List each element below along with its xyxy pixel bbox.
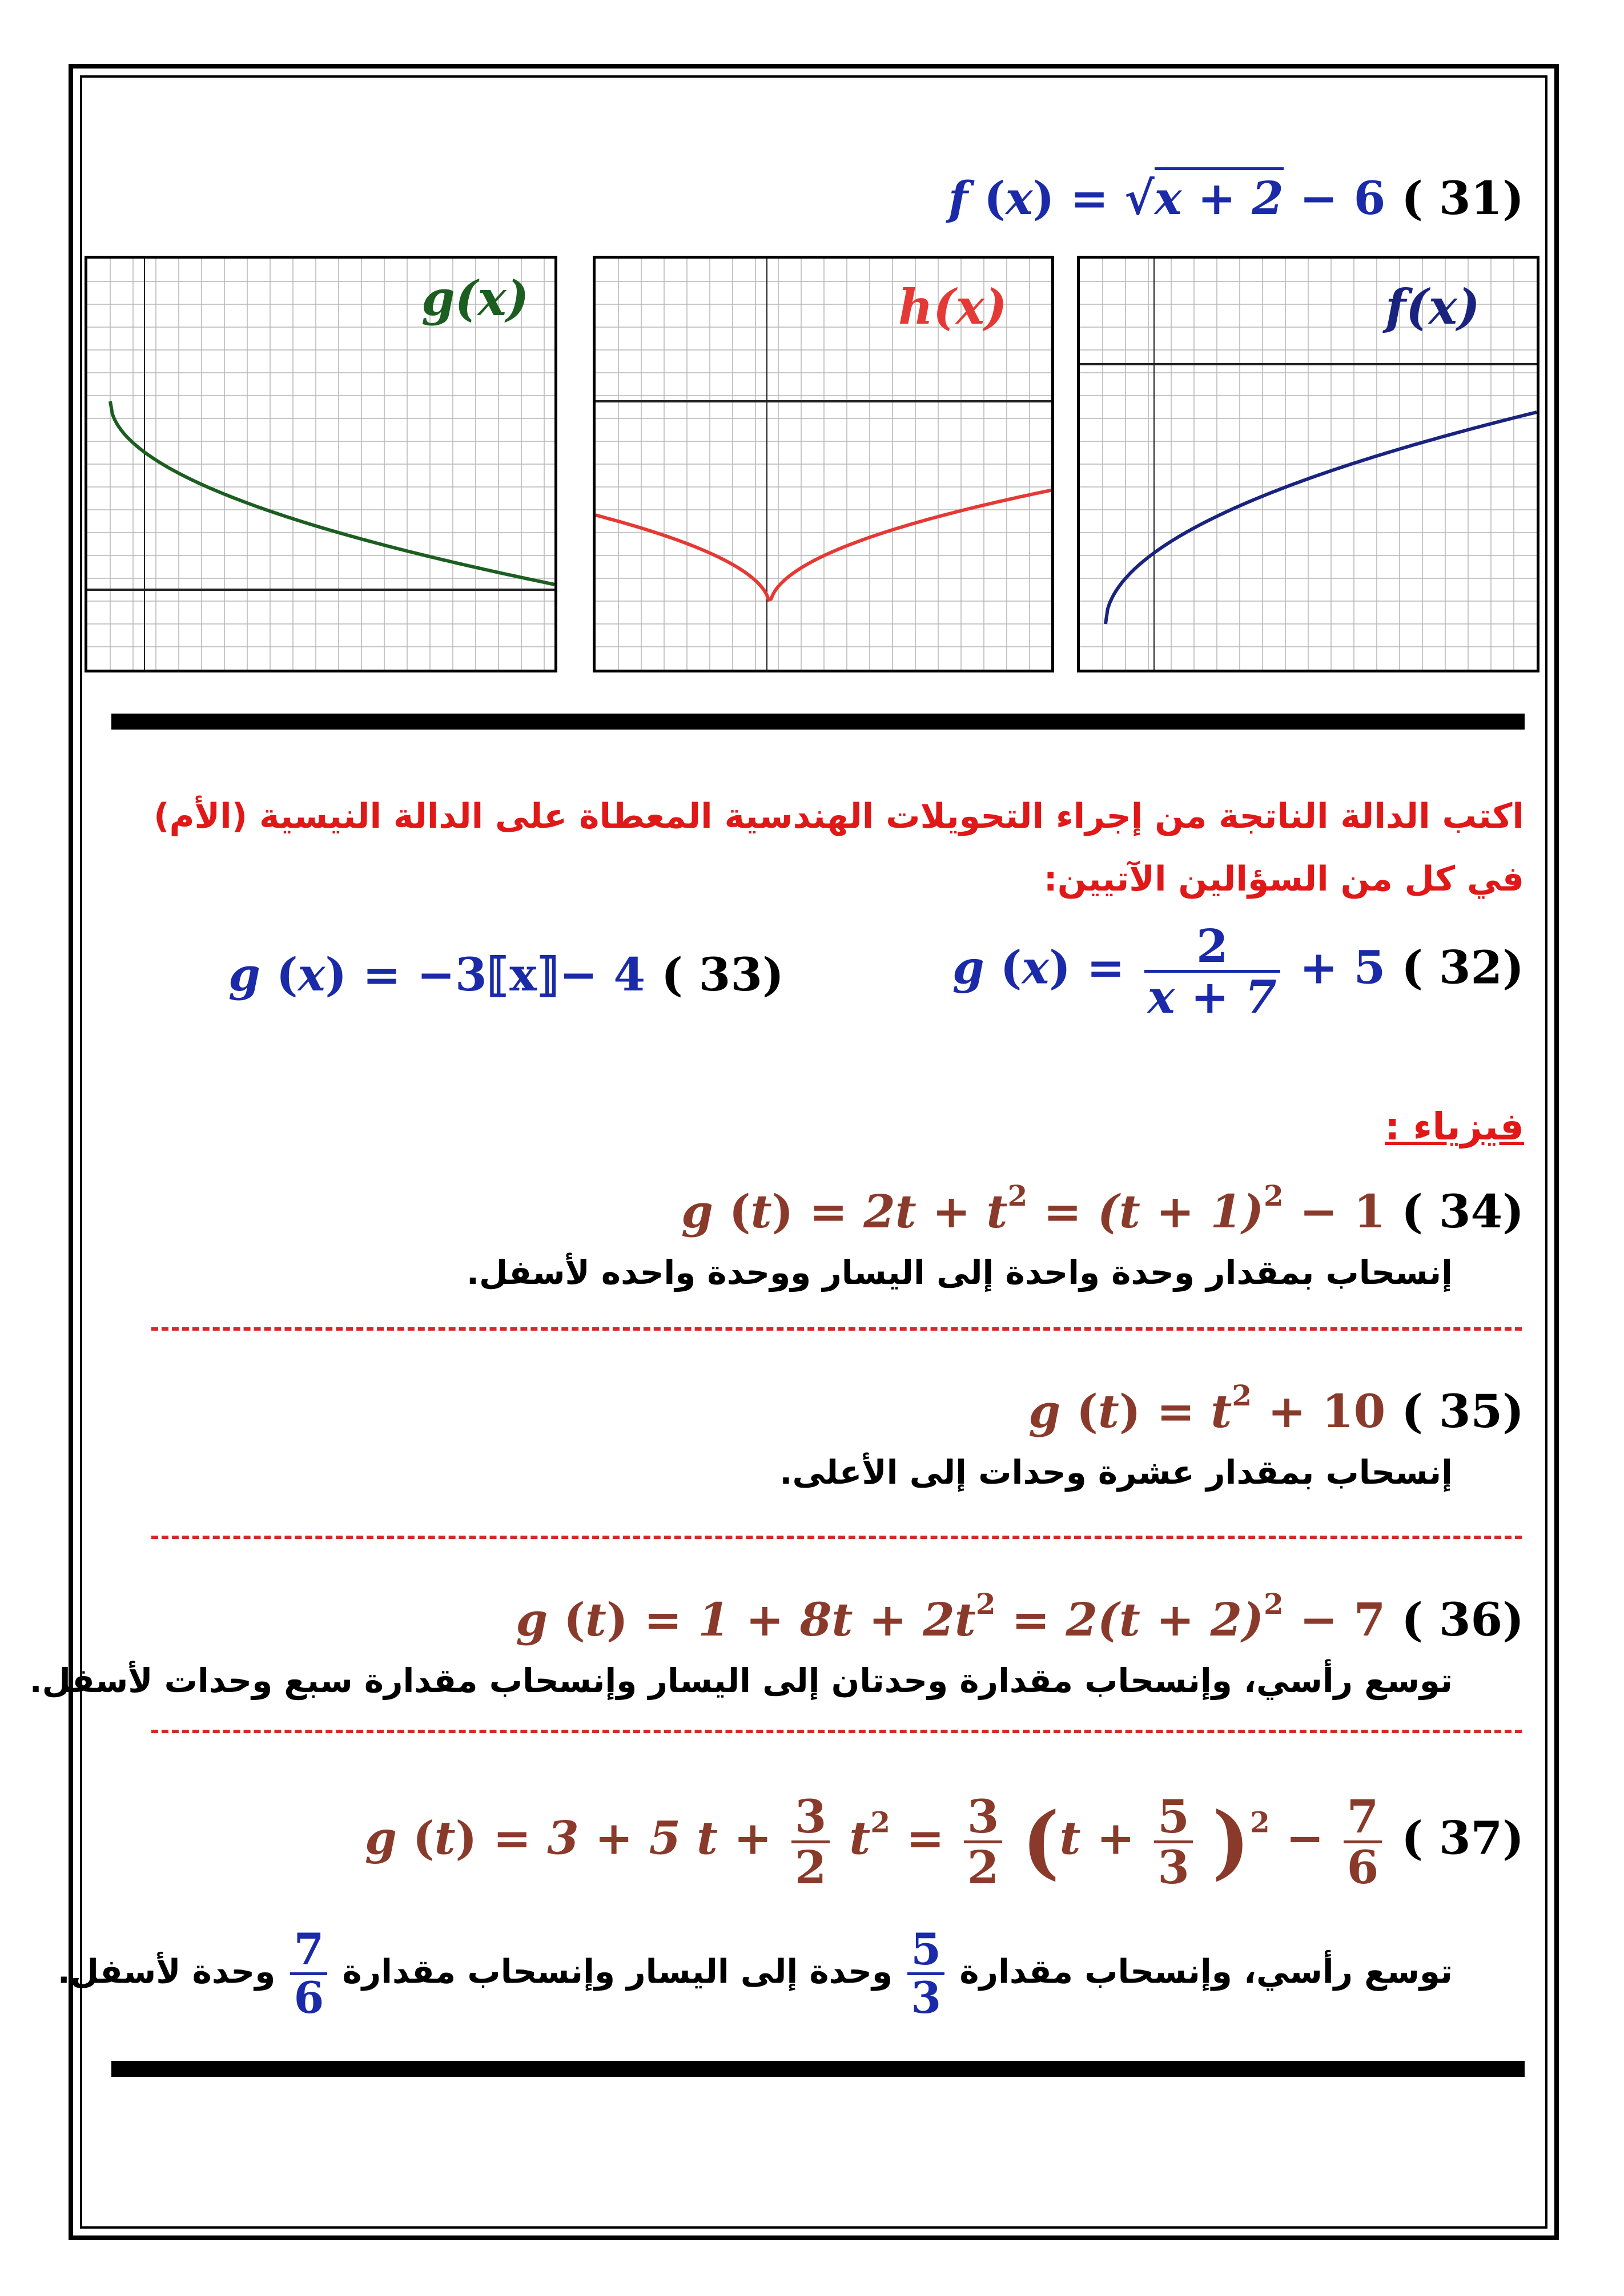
q31-equation: f (x) = √x + 2 − 6 ( 31): [948, 171, 1524, 225]
q37-answer: [57, 1924, 1453, 2023]
graph-g-curve: [110, 401, 554, 585]
instruction-line-2: في كل من السؤالين الآتيين:: [1043, 859, 1524, 899]
q37-answer-part-a: توسع رأسي، وإنسحاب مقدارة: [959, 1952, 1453, 1991]
divider-rule-bottom: [111, 2061, 1525, 2077]
q33-equals: =: [363, 948, 401, 1001]
q33-rhs: −3⟦x⟧− 4: [416, 948, 646, 1001]
q37-answer-part-c: وحدة لأسفل.: [57, 1952, 276, 1991]
dashed-separator-1: [151, 1327, 1522, 1331]
q33-equation: g (x) = −3⟦x⟧− 4 ( 33): [228, 948, 784, 1001]
q35-answer: إنسحاب بمقدار عشرة وحدات إلى الأعلى.: [779, 1453, 1453, 1492]
q37-number: ( 37): [1401, 1811, 1524, 1865]
graph-f: [1077, 256, 1539, 672]
q32-equals: =: [1086, 940, 1125, 994]
q31-radicand: x + 2: [1155, 167, 1284, 225]
q31-arg: x: [1005, 171, 1033, 225]
q35-func: g: [1028, 1384, 1061, 1438]
q32-arg: x: [1022, 940, 1050, 994]
q34-number: ( 34): [1401, 1185, 1524, 1238]
q31-tail: − 6: [1299, 171, 1386, 225]
q34-answer: إنسحاب بمقدار وحدة واحدة إلى اليسار ووحدة واحده لأسفل.: [466, 1253, 1453, 1292]
q35-equation: g $(t) = t^2 + 10$ ( 35): [1028, 1379, 1524, 1438]
q32-fraction: $\frac{2}{x + 7}$: [1144, 922, 1280, 1021]
q32-tail: + 5: [1299, 940, 1386, 994]
q37-answer-frac-2: $\frac{7}{6}$: [290, 1927, 327, 2021]
graph-g-label: g(x): [421, 270, 529, 327]
q33-func: g: [228, 948, 260, 1001]
q31-func: f: [948, 171, 968, 225]
graph-h-label: h(x): [898, 279, 1007, 335]
q32-number: ( 32): [1401, 940, 1524, 994]
q37-answer-part-b: وحدة إلى اليسار وإنسحاب مقدارة: [342, 1952, 893, 1991]
instruction-line-1: اكتب الدالة الناتجة من إجراء التحويلات الهندسية المعطاة على الدالة النيسية (الأم): [154, 796, 1524, 836]
q34-equation: g $(t) = 2t + t^2 = (t + 1)^2 - 1$ ( 34): [681, 1179, 1524, 1238]
q35-number: ( 35): [1401, 1384, 1524, 1438]
physics-heading: فيزياء :: [1385, 1105, 1524, 1149]
q36-answer: توسع رأسي، وإنسحاب مقدارة وحدتان إلى اليسار وإنسحاب مقدارة سبع وحدات لأسفل.: [29, 1661, 1453, 1700]
q32-func: g: [952, 940, 984, 994]
q37-answer-frac-1: $\frac{5}{3}$: [907, 1927, 944, 2021]
dashed-separator-2: [151, 1536, 1522, 1539]
divider-rule-top: [111, 714, 1525, 730]
q36-func: g: [516, 1593, 548, 1646]
q33-number: ( 33): [661, 948, 784, 1001]
q32-equation: g (x) = $\frac{2}{x + 7}$ + 5 ( 32): [952, 919, 1524, 1024]
q37-func: g: [364, 1811, 397, 1865]
q37-equation: g (t) = 3 + 5 t + $\frac{3}{2}$ $t^2$ = $\frac{3}{2}$ (t + $\frac{5}{3}$ )$^2$ − $\frac{7}{6}$ ( 37): [364, 1790, 1524, 1894]
q31-number: ( 31): [1401, 171, 1524, 225]
q36-equation: g $(t) = 1 + 8t + 2t^2 = 2(t + 2)^2 - 7$ ( 36): [516, 1587, 1524, 1646]
q33-arg: x: [298, 948, 325, 1001]
graph-h: [593, 256, 1054, 672]
graph-g: [85, 256, 557, 672]
graph-f-curve: [1106, 412, 1537, 624]
graph-f-label: f(x): [1385, 279, 1480, 335]
dashed-separator-3: [151, 1730, 1522, 1733]
q34-func: g: [681, 1185, 713, 1238]
q36-number: ( 36): [1401, 1593, 1524, 1646]
q31-equals: =: [1070, 171, 1109, 225]
